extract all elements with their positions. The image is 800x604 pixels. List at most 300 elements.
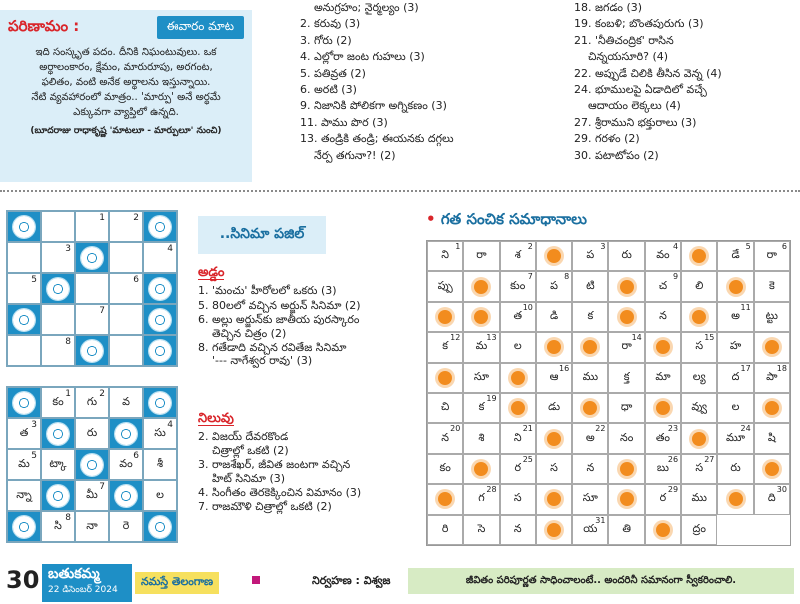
solution-title-text: గత సంచిక సమాధానాలు xyxy=(440,210,587,228)
solution-block xyxy=(645,332,681,362)
section-divider xyxy=(0,190,800,198)
word-line: ఫలితం, వంటి అనేక అర్థాలను ఇస్తున్నాయి. xyxy=(41,77,211,88)
solution-number: 26 xyxy=(667,454,679,464)
flower-icon xyxy=(115,485,137,507)
grid-block[interactable] xyxy=(7,211,41,242)
solution-cell xyxy=(608,363,644,393)
empty-crossword-grid xyxy=(6,210,178,367)
grid-cell xyxy=(109,387,143,418)
solution-number: 21 xyxy=(522,424,533,434)
solution-cell xyxy=(645,423,681,453)
sun-icon xyxy=(438,371,452,385)
grid-block xyxy=(143,511,177,542)
solution-letter: రా xyxy=(476,248,487,262)
solution-number: 4 xyxy=(672,242,679,251)
clue-text: 4. సింగీతం తెరకెక్కించిన విమానం (3) xyxy=(198,486,362,500)
solution-letter: ఆ xyxy=(549,369,559,383)
flower-icon xyxy=(13,309,35,331)
solution-letter: బు xyxy=(656,460,669,474)
solution-cell xyxy=(717,423,753,453)
solution-letter: క xyxy=(478,400,485,414)
solution-cell xyxy=(681,332,717,362)
brand-name: బతుకమ్మ xyxy=(48,566,100,582)
solution-number: 8 xyxy=(564,272,570,282)
grid-cell[interactable] xyxy=(41,304,75,335)
solution-cell xyxy=(572,484,608,514)
solution-cell xyxy=(500,515,536,545)
solution-block xyxy=(427,302,463,332)
solution-cell xyxy=(608,393,644,423)
solution-letter: త xyxy=(513,308,523,322)
clue-text: 1. 'మంచు' హీరోలలో ఒకరు (3) xyxy=(198,284,337,298)
cell-number: 4 xyxy=(167,420,173,430)
solution-block xyxy=(717,484,753,514)
flower-icon xyxy=(13,516,35,538)
clue-text: 3. రాజశేఖర్, జీవిత జంటగా వచ్చిన xyxy=(198,458,351,472)
word-badge: ఈవారం మాట xyxy=(157,16,244,39)
grid-cell[interactable] xyxy=(41,335,75,366)
cell-letter: కం xyxy=(52,394,64,408)
solution-letter: ప xyxy=(550,278,558,292)
solution-number: 16 xyxy=(559,363,570,373)
solution-cell xyxy=(717,302,753,332)
clue-line: 13. తండ్రికి తండ్రి; ఈయనకు దగ్గలు xyxy=(300,132,454,146)
solution-number: 22 xyxy=(595,424,606,434)
clue-line: 30. పటాటోపం (2) xyxy=(574,148,659,162)
solution-letter: న xyxy=(513,521,522,535)
clue-line: 24. భూములపై ఏడాదిలో వచ్చే xyxy=(574,83,707,97)
sun-icon xyxy=(474,462,488,476)
sun-icon xyxy=(729,280,743,294)
solution-letter: కుం xyxy=(510,278,526,292)
sun-icon xyxy=(656,523,670,537)
clue-item xyxy=(198,299,413,312)
grid-block[interactable] xyxy=(143,211,177,242)
grid-block xyxy=(109,480,143,511)
sun-icon xyxy=(765,401,779,415)
cell-letter: న్నా xyxy=(16,487,32,501)
solution-cell xyxy=(427,515,463,545)
clue-line: 19. కంబళి; బొంతపురుగు (3) xyxy=(574,17,704,31)
clue-line: 2. కరువు (3) xyxy=(300,17,361,31)
flower-icon xyxy=(115,423,137,445)
solution-number: 28 xyxy=(486,485,497,495)
grid-cell[interactable] xyxy=(109,273,143,304)
grid-block[interactable] xyxy=(75,335,109,366)
grid-cell[interactable] xyxy=(143,242,177,273)
solution-number: 9 xyxy=(672,272,679,282)
solution-block xyxy=(754,393,790,423)
solution-cell xyxy=(681,484,717,514)
solution-letter: రు xyxy=(730,460,741,474)
cell-letter: నా xyxy=(86,518,98,532)
solution-letter: కం xyxy=(439,460,451,474)
clue-text: 7. రాజమౌళి చిత్రాల్లో ఒకటి (2) xyxy=(198,500,332,514)
grid-cell xyxy=(75,511,109,542)
cell-number: 2 xyxy=(99,389,105,399)
across-clues xyxy=(198,266,413,369)
grid-block xyxy=(109,418,143,449)
solution-cell xyxy=(572,363,608,393)
clue-text-cont: '--- నాగేశ్వర రావు' (3) xyxy=(212,354,313,368)
word-line: ఇది సంస్కృత పదం. దీనికి నిఘంటువులు. ఒక xyxy=(35,47,217,58)
solution-block xyxy=(536,241,572,271)
clue-line: 11. పాము పొర (3) xyxy=(300,115,388,129)
sun-icon xyxy=(656,401,670,415)
grid-cell[interactable] xyxy=(109,242,143,273)
solution-letter: ల్య xyxy=(692,369,706,383)
solution-block xyxy=(645,393,681,423)
grid-cell[interactable] xyxy=(109,335,143,366)
quote-banner: జీవితం పరిపూర్ణత సాధించాలంటే.. అందరినీ సమానంగా స్వీకరించాలి. xyxy=(408,568,794,594)
grid-cell[interactable] xyxy=(75,211,109,242)
grid-block[interactable] xyxy=(143,304,177,335)
solution-letter: రు xyxy=(621,248,632,262)
solution-letter: పా xyxy=(766,369,778,383)
cell-number: 5 xyxy=(31,275,37,285)
solution-number: 27 xyxy=(704,454,715,464)
solution-number: 14 xyxy=(631,333,642,343)
grid-block[interactable] xyxy=(143,273,177,304)
solution-block xyxy=(608,302,644,332)
solution-cell xyxy=(500,332,536,362)
solution-cell xyxy=(645,241,681,271)
solution-letter: శి xyxy=(478,430,485,444)
sun-icon xyxy=(474,310,488,324)
grid-block[interactable] xyxy=(7,304,41,335)
cell-letter: శీ xyxy=(156,456,164,470)
grid-cell xyxy=(75,387,109,418)
flower-icon xyxy=(149,516,171,538)
solution-letter: ప xyxy=(586,248,595,262)
solution-cell xyxy=(754,423,790,453)
solution-letter: రా xyxy=(621,339,632,353)
sun-icon xyxy=(547,492,561,506)
solution-letter: చి xyxy=(440,400,450,414)
solution-cell xyxy=(754,363,790,393)
solution-block xyxy=(717,271,753,301)
sun-icon xyxy=(583,340,597,354)
solution-letter: క xyxy=(587,308,594,322)
solution-letter: మా xyxy=(655,369,671,383)
sun-icon xyxy=(765,340,779,354)
cell-number: 8 xyxy=(65,513,71,523)
grid-cell xyxy=(109,449,143,480)
solution-block xyxy=(754,454,790,484)
cell-letter: ట్కా xyxy=(49,456,67,470)
solution-letter: ర xyxy=(659,491,667,505)
solution-letter: అ xyxy=(585,430,595,444)
cell-letter: గు xyxy=(86,394,98,408)
solution-number: 24 xyxy=(740,424,751,434)
brand-block xyxy=(42,564,132,602)
solution-cell xyxy=(427,241,463,271)
flower-icon xyxy=(149,216,171,238)
cell-letter: వం xyxy=(119,456,133,470)
solution-number: 10 xyxy=(522,302,533,312)
top-clues-middle xyxy=(300,0,454,164)
solution-letter: రా xyxy=(766,248,777,262)
solution-letter: అ xyxy=(731,308,740,322)
clue-item xyxy=(198,313,413,340)
clue-text: 5. 80లలో వచ్చిన అర్జున్ సినిమా (2) xyxy=(198,298,361,312)
clue-line: చిన్నయసూరి? (4) xyxy=(588,50,669,64)
flower-icon xyxy=(149,309,171,331)
solution-letter: ద్రం xyxy=(692,521,706,535)
solution-cell xyxy=(754,271,790,301)
grid-cell[interactable] xyxy=(7,335,41,366)
sun-icon xyxy=(620,280,634,294)
solution-cell xyxy=(681,363,717,393)
word-line: నేటి వ్యవహారంలో మాత్రం.. 'మార్పు' అనే అర్థమే xyxy=(31,92,221,103)
cell-number: 7 xyxy=(99,482,105,492)
clue-text: 8. గతేడాది వచ్చిన రవితేజ సినిమా xyxy=(198,341,347,355)
cell-letter: సి xyxy=(54,518,62,532)
grid-cell[interactable] xyxy=(41,242,75,273)
solution-block xyxy=(572,332,608,362)
solution-letter: స xyxy=(695,460,704,474)
clue-line: 5. పతివ్రత (2) xyxy=(300,66,366,80)
solution-number: 3 xyxy=(600,242,606,251)
solution-block xyxy=(536,332,572,362)
issue-date: 22 డిసెంబర్ 2024 xyxy=(48,585,118,595)
word-body xyxy=(8,45,244,120)
solution-cell xyxy=(754,241,790,271)
solution-cell xyxy=(717,332,753,362)
solution-letter: వం xyxy=(656,248,670,262)
solution-cell xyxy=(754,484,790,514)
solution-letter: ధా xyxy=(620,400,633,414)
solution-cell xyxy=(681,454,717,484)
solution-block xyxy=(536,484,572,514)
sun-icon xyxy=(656,340,670,354)
clue-line: 3. గోరు (2) xyxy=(300,33,352,47)
down-heading: నిలువు xyxy=(198,411,234,426)
solution-block xyxy=(463,454,499,484)
grid-cell xyxy=(41,511,75,542)
solution-letter: న xyxy=(586,460,595,474)
sun-icon xyxy=(438,492,452,506)
solution-cell xyxy=(608,241,644,271)
solution-number: 17 xyxy=(740,363,751,373)
sun-icon xyxy=(547,340,561,354)
clue-line: 22. అప్పుడే చిలికి తీసిన వెన్న (4) xyxy=(574,66,722,80)
cell-number: 3 xyxy=(65,244,71,254)
cell-letter: రె xyxy=(122,518,130,532)
solution-letter: స xyxy=(695,339,704,353)
clue-item xyxy=(198,486,413,499)
solution-letter: టి xyxy=(586,278,595,292)
solution-cell xyxy=(645,454,681,484)
solution-number: 2 xyxy=(527,242,533,251)
solution-cell xyxy=(500,302,536,332)
solution-cell xyxy=(681,393,717,423)
clue-item xyxy=(198,430,413,457)
cell-letter: మీ xyxy=(86,487,98,501)
solution-cell xyxy=(500,454,536,484)
clue-item xyxy=(198,284,413,297)
solution-block xyxy=(500,393,536,423)
solution-letter: స xyxy=(513,491,522,505)
solution-cell xyxy=(572,302,608,332)
solution-letter: శ xyxy=(514,248,521,262)
cell-letter: సు xyxy=(154,425,166,439)
flower-icon xyxy=(81,247,103,269)
sun-icon xyxy=(765,462,779,476)
solution-cell xyxy=(427,393,463,423)
word-line: ఎక్కువగా వ్యాప్తిలో ఉన్నది. xyxy=(73,107,179,118)
solution-letter: తం xyxy=(655,430,670,444)
solution-cell xyxy=(500,484,536,514)
grid-block xyxy=(7,387,41,418)
sun-icon xyxy=(547,523,561,537)
grid-block xyxy=(7,511,41,542)
solution-cell xyxy=(500,241,536,271)
word-line: అర్థాలంకారం, క్షేమం, మారురూపు, అరగంట, xyxy=(39,62,213,73)
sun-icon xyxy=(511,371,525,385)
grid-cell[interactable] xyxy=(41,211,75,242)
decorative-square xyxy=(252,576,260,584)
grid-cell xyxy=(143,418,177,449)
cell-letter: ల xyxy=(156,487,164,501)
solution-letter: డే xyxy=(731,248,740,262)
solution-letter: ప్పు xyxy=(437,278,453,292)
clue-line: 9. నిజానికి పోలికగా అగ్నికణం (3) xyxy=(300,99,447,113)
sun-icon xyxy=(692,310,706,324)
solution-number: 11 xyxy=(740,302,751,312)
grid-cell[interactable] xyxy=(7,242,41,273)
grid-cell xyxy=(7,449,41,480)
solution-cell xyxy=(500,423,536,453)
page-number: 30 xyxy=(6,566,40,594)
grid-cell[interactable] xyxy=(109,304,143,335)
grid-cell[interactable] xyxy=(75,273,109,304)
flower-icon xyxy=(47,278,69,300)
solution-letter: డు xyxy=(548,400,561,414)
solution-cell xyxy=(754,302,790,332)
clue-line: 27. శ్రీరాముని భక్తురాలు (3) xyxy=(574,115,697,129)
grid-block[interactable] xyxy=(41,273,75,304)
sun-icon xyxy=(583,401,597,415)
cell-letter: త xyxy=(19,425,29,439)
flower-icon xyxy=(47,423,69,445)
grid-cell xyxy=(109,511,143,542)
sun-icon xyxy=(620,492,634,506)
solution-number: 6 xyxy=(781,242,787,251)
solution-number: 7 xyxy=(527,272,533,282)
solution-cell xyxy=(572,515,608,545)
cell-number: 7 xyxy=(99,306,105,316)
solution-cell xyxy=(717,393,753,423)
solution-number: 30 xyxy=(776,485,787,495)
flower-icon xyxy=(13,392,35,414)
solution-letter: హ xyxy=(729,339,742,353)
cell-number: 1 xyxy=(65,389,71,399)
solution-block xyxy=(681,241,717,271)
solution-number: 19 xyxy=(486,393,497,403)
solution-letter: ది xyxy=(767,491,776,505)
solution-letter: నం xyxy=(619,430,634,444)
solution-block xyxy=(681,423,717,453)
clue-line: ఆదాయం లెక్కలు (4) xyxy=(588,99,681,113)
solution-letter: న xyxy=(441,430,450,444)
solution-block xyxy=(427,484,463,514)
solution-cell xyxy=(536,302,572,332)
solution-letter: క xyxy=(442,339,449,353)
solution-letter: గ xyxy=(478,491,485,505)
solution-number: 13 xyxy=(486,333,497,343)
solution-letter: ల xyxy=(513,339,522,353)
solution-number: 20 xyxy=(450,424,461,434)
cell-letter: వ xyxy=(122,394,130,408)
solution-number: 15 xyxy=(704,333,715,343)
solution-number: 18 xyxy=(776,363,787,373)
grid-cell[interactable] xyxy=(109,211,143,242)
solution-number: 5 xyxy=(745,242,751,251)
solution-letter: ల xyxy=(731,400,740,414)
flower-icon xyxy=(47,485,69,507)
solution-cell xyxy=(572,423,608,453)
clue-text: 2. విజయ్ దేవరకొండ xyxy=(198,430,289,444)
down-clues xyxy=(198,412,413,515)
cell-number: 6 xyxy=(133,451,139,461)
solution-number: 31 xyxy=(595,515,606,525)
solution-block xyxy=(608,271,644,301)
word-title: పరిణామం : xyxy=(8,16,80,35)
solution-cell xyxy=(536,454,572,484)
solution-block xyxy=(681,302,717,332)
solution-cell xyxy=(717,454,753,484)
sun-icon xyxy=(620,462,634,476)
solution-letter: ము xyxy=(582,369,599,383)
solution-letter: య xyxy=(583,521,598,535)
solution-cell xyxy=(463,484,499,514)
solution-letter: న xyxy=(659,308,667,322)
solution-letter: సూ xyxy=(582,491,598,505)
solution-block xyxy=(608,484,644,514)
solution-number: 12 xyxy=(450,333,461,343)
solution-cell xyxy=(463,393,499,423)
clue-line: 21. 'నీతిచంద్రిక' రాసిన xyxy=(574,33,674,47)
solution-cell xyxy=(572,271,608,301)
solution-cell xyxy=(645,271,681,301)
solution-block xyxy=(645,515,681,545)
cell-number: 4 xyxy=(167,244,173,254)
clue-line: 18. జగడం (3) xyxy=(574,1,643,14)
solution-cell xyxy=(463,363,499,393)
solution-cell xyxy=(572,454,608,484)
solution-letter: షి xyxy=(767,430,776,444)
solution-number: 25 xyxy=(522,454,533,464)
solution-letter: స xyxy=(550,460,558,474)
grid-cell[interactable] xyxy=(7,273,41,304)
solution-block xyxy=(608,454,644,484)
grid-block[interactable] xyxy=(143,335,177,366)
clue-item xyxy=(198,458,413,485)
clue-line: 4. ఎల్లోరా జంట గుహలు (3) xyxy=(300,50,425,64)
grid-block[interactable] xyxy=(75,242,109,273)
clue-text-cont: తెచ్చిన చిత్రం (2) xyxy=(212,326,287,340)
grid-block xyxy=(41,480,75,511)
solution-grid xyxy=(426,240,791,546)
cell-number: 1 xyxy=(99,213,105,223)
footer xyxy=(0,562,800,604)
cell-number: 5 xyxy=(31,451,37,461)
grid-cell[interactable] xyxy=(75,304,109,335)
solution-cell xyxy=(536,393,572,423)
solution-number: 29 xyxy=(667,485,679,495)
solution-number: 1 xyxy=(455,242,461,251)
